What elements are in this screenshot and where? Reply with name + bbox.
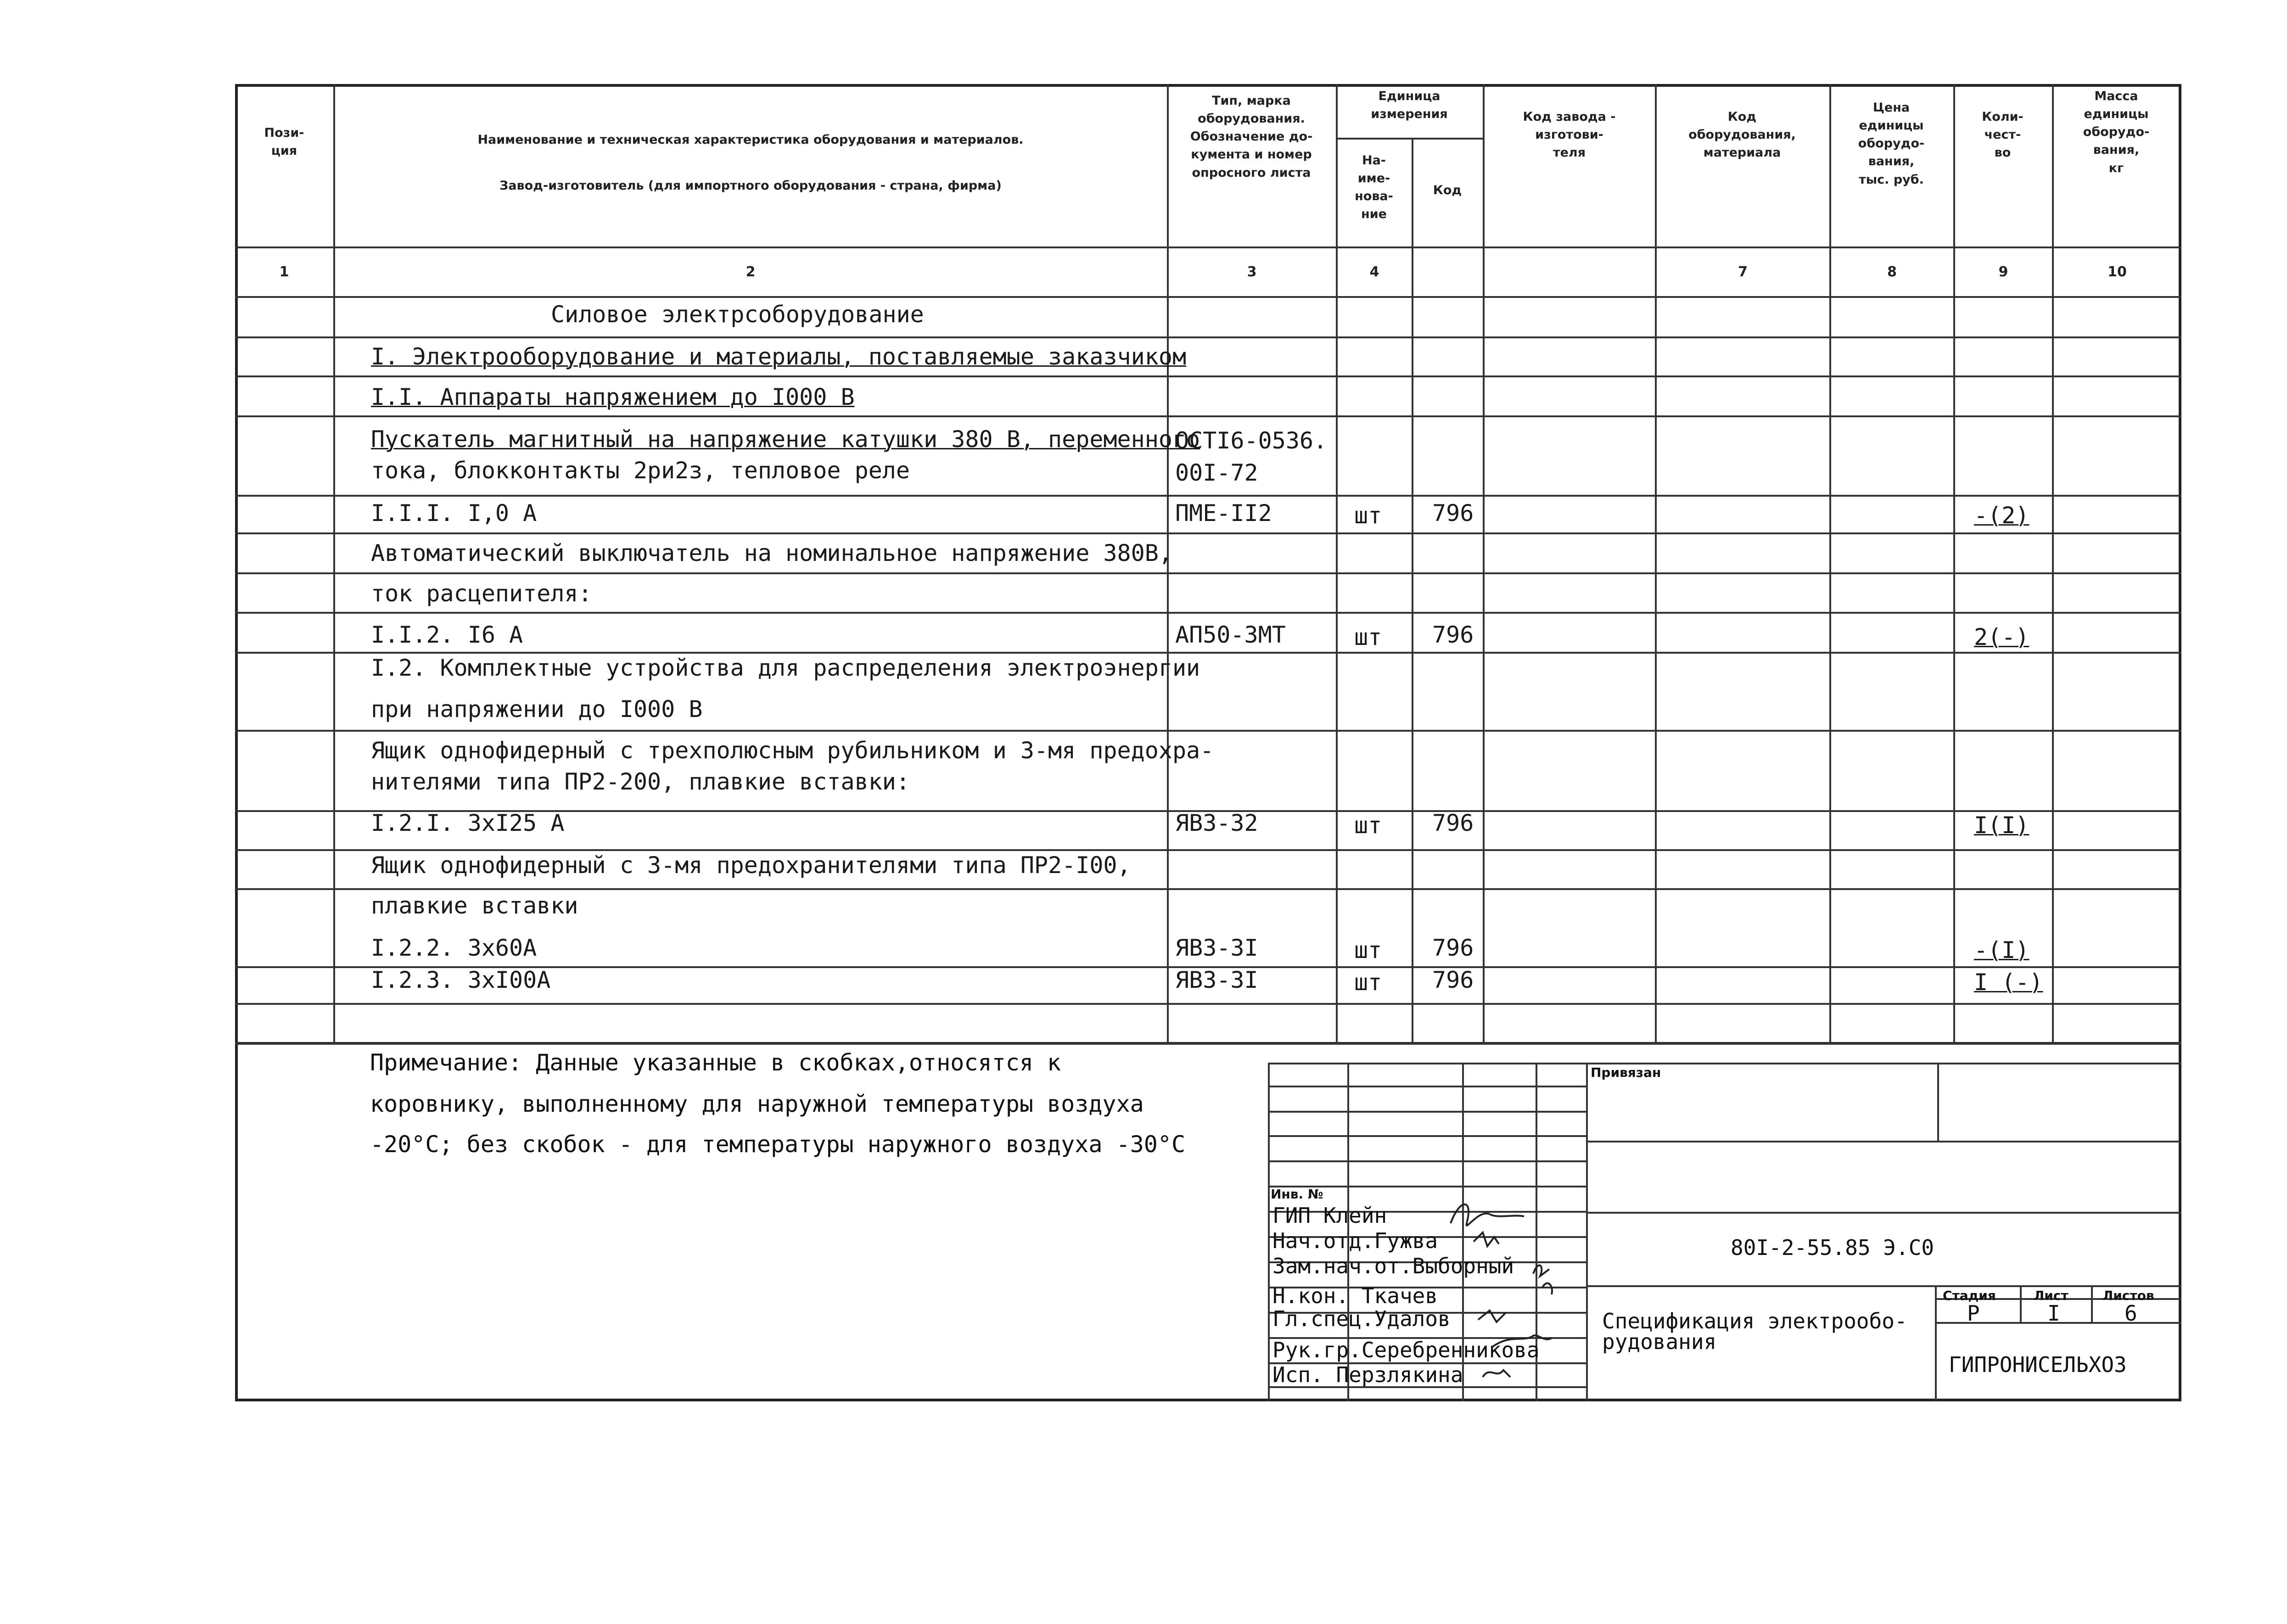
header-manufacturer: Завод-изготовитель (для импортного оборудования - страна, фирма) (499, 179, 1002, 193)
header-factory-code: Код завода - изготови- теля (1523, 110, 1616, 160)
privyazan-label: Привязан (1591, 1065, 1661, 1080)
header-quantity: Коли- чест- во (1982, 110, 2024, 160)
col-number: 2 (746, 264, 756, 280)
staff-deputy: Зам.нач.от.Выборный (1272, 1254, 1514, 1278)
row-line (235, 849, 2181, 851)
row-type: ОСТI6-0536. (1175, 427, 1328, 454)
tb-line (1268, 1086, 1586, 1087)
row-name: Пускатель магнитный на напряжение катушки 380 В, переменного (371, 426, 1200, 453)
row-name: I.I.2. I6 А (371, 622, 523, 648)
tb-line (2020, 1285, 2022, 1322)
row-line (235, 495, 2181, 497)
col-number: 9 (1998, 264, 2008, 280)
row-quantity: 2(-) (1974, 624, 2029, 650)
tb-line (1268, 1135, 1586, 1137)
sheets-label: Листов (2102, 1288, 2154, 1303)
header-unit: Единица измерения (1371, 89, 1448, 122)
row-quantity: -(I) (1974, 937, 2029, 963)
row-line (235, 730, 2181, 732)
tb-line (1268, 1160, 1586, 1162)
document-code: 80I-2-55.85 Э.С0 (1731, 1235, 1934, 1260)
col-number: 10 (2108, 264, 2127, 280)
row-unit-code: 796 (1432, 622, 1474, 648)
sheet-label: Лист (2034, 1288, 2068, 1303)
col-divider (1412, 138, 1413, 1043)
row-name: нителями типа ПР2-200, плавкие вставки: (371, 768, 910, 795)
row-name: I.I. Аппараты напряжением до I000 В (371, 384, 855, 410)
row-name: ток расцепителя: (371, 580, 592, 607)
header-position: Пози- ция (264, 126, 304, 158)
row-unit: шт (1354, 812, 1382, 839)
row-unit-code: 796 (1432, 935, 1474, 961)
note-line: Примечание: Данные указанные в скобках,относятся к (370, 1049, 1061, 1076)
row-name-section-title: Силовое электрсоборудование (551, 301, 924, 328)
sheets-value: 6 (2124, 1301, 2137, 1326)
row-unit: шт (1354, 969, 1382, 996)
header-bottom (235, 246, 2181, 248)
header-price: Цена единицы оборудо- вания, тыс. руб. (1858, 101, 1925, 187)
row-type: АП50-3МТ (1175, 622, 1286, 648)
tb-line (1268, 1063, 2181, 1064)
row-name: тока, блокконтакты 2pи2з, тепловое реле (371, 457, 910, 484)
header-unit-name: На- име- нова- ние (1355, 153, 1393, 222)
row-name: плавкие вставки (371, 892, 578, 919)
tb-line (1586, 1063, 1588, 1401)
col-divider (1829, 84, 1831, 1043)
col-divider (1336, 84, 1338, 1043)
row-name: I. Электрооборудование и материалы, поставляемые заказчиком (371, 343, 1187, 370)
col-divider (333, 84, 335, 1043)
document-title: Спецификация электрообо- (1602, 1309, 1907, 1333)
row-unit: шт (1354, 937, 1382, 963)
row-line (235, 888, 2181, 890)
col-divider (2052, 84, 2054, 1043)
staff-head-dept: Нач.отд.Гужва (1272, 1228, 1438, 1253)
tb-line (1268, 1111, 1586, 1113)
row-name: I.2.I. 3xI25 А (371, 810, 565, 836)
row-unit: шт (1354, 502, 1382, 529)
row-line (235, 1003, 2181, 1005)
document-title: рудования (1602, 1329, 1717, 1354)
col-number: 7 (1738, 264, 1748, 280)
col-divider (1483, 84, 1485, 1043)
header-type: Тип, марка оборудования. Обозначение до- кумента и номер опросного листа (1190, 94, 1313, 180)
row-name: Ящик однофидерный с трехполюсным рубильником и 3-мя предохра- (371, 737, 1214, 764)
header-equipment-code: Код оборудования, материала (1688, 110, 1796, 160)
organization: ГИПРОНИСЕЛЬХОЗ (1949, 1352, 2127, 1377)
col-number: 8 (1887, 264, 1897, 280)
row-type: ЯВЗ-3I (1175, 967, 1258, 993)
col-number: 4 (1369, 264, 1379, 280)
staff-chief-spec: Гл.спец.Удалов (1272, 1306, 1451, 1331)
row-name: при напряжении до I000 В (371, 696, 703, 722)
row-name: I.2.3. 3xI00A (371, 967, 551, 993)
tb-line (1935, 1285, 1937, 1401)
tb-line (1937, 1063, 1939, 1141)
row-line (235, 375, 2181, 377)
header-unit-code: Код (1433, 183, 1462, 197)
row-line (235, 336, 2181, 338)
tb-line (2091, 1285, 2093, 1322)
row-type: 00I-72 (1175, 459, 1258, 486)
row-line (235, 415, 2181, 417)
row-quantity: I(I) (1974, 812, 2029, 839)
tb-line (1586, 1141, 2181, 1142)
colnum-bottom (235, 296, 2181, 298)
row-name: I.2. Комплектные устройства для распределения электроэнергии (371, 655, 1200, 681)
row-line (235, 612, 2181, 614)
tb-line (1586, 1212, 2181, 1214)
row-type: ЯВЗ-32 (1175, 810, 1258, 836)
row-name: I.2.2. 3x60A (371, 935, 537, 961)
stage-label: Стадия (1943, 1288, 1996, 1303)
staff-executor: Исп. Перзлякина (1272, 1362, 1463, 1387)
tb-line (1268, 1063, 1270, 1401)
sheet-value: I (2047, 1301, 2060, 1326)
row-line (235, 532, 2181, 534)
row-unit-code: 796 (1432, 500, 1474, 526)
col-number: 1 (279, 264, 289, 280)
staff-group-lead: Рук.гр.Серебренникова (1272, 1338, 1540, 1362)
row-quantity: I (-) (1974, 969, 2043, 996)
staff-gip: ГИП Клейн (1272, 1203, 1387, 1228)
row-line (235, 652, 2181, 654)
signatures-graphic (1446, 1196, 1584, 1389)
row-unit-code: 796 (1432, 967, 1474, 993)
col-divider (1655, 84, 1657, 1043)
row-name: I.I.I. I,0 А (371, 500, 537, 526)
col-divider (1953, 84, 1955, 1043)
row-name: Ящик однофидерный с 3-мя предохранителями типа ПР2-I00, (371, 852, 1131, 879)
header-mass: Масса единицы оборудо- вания, кг (2083, 89, 2150, 175)
row-quantity: -(2) (1974, 502, 2029, 529)
col-number: 3 (1247, 264, 1257, 280)
row-name: Автоматический выключатель на номинальное напряжение 380В, (371, 540, 1172, 566)
table-bottom (235, 1042, 2181, 1045)
row-type: ПМЕ-II2 (1175, 500, 1272, 526)
staff-norm-control: Н.кон. Ткачев (1272, 1283, 1438, 1308)
row-unit: шт (1354, 624, 1382, 650)
row-type: ЯВЗ-3I (1175, 935, 1258, 961)
row-unit-code: 796 (1432, 810, 1474, 836)
unit-divider (1336, 138, 1483, 140)
note-line: -20°С; без скобок - для температуры наружного воздуха -30°С (370, 1131, 1186, 1158)
note-line: коровнику, выполненному для наружной температуры воздуха (370, 1091, 1144, 1117)
stage-value: Р (1967, 1301, 1980, 1326)
header-name: Наименование и техническая характеристика оборудования и материалов. (477, 133, 1024, 147)
inv-number-label: Инв. № (1271, 1187, 1323, 1202)
row-line (235, 572, 2181, 574)
